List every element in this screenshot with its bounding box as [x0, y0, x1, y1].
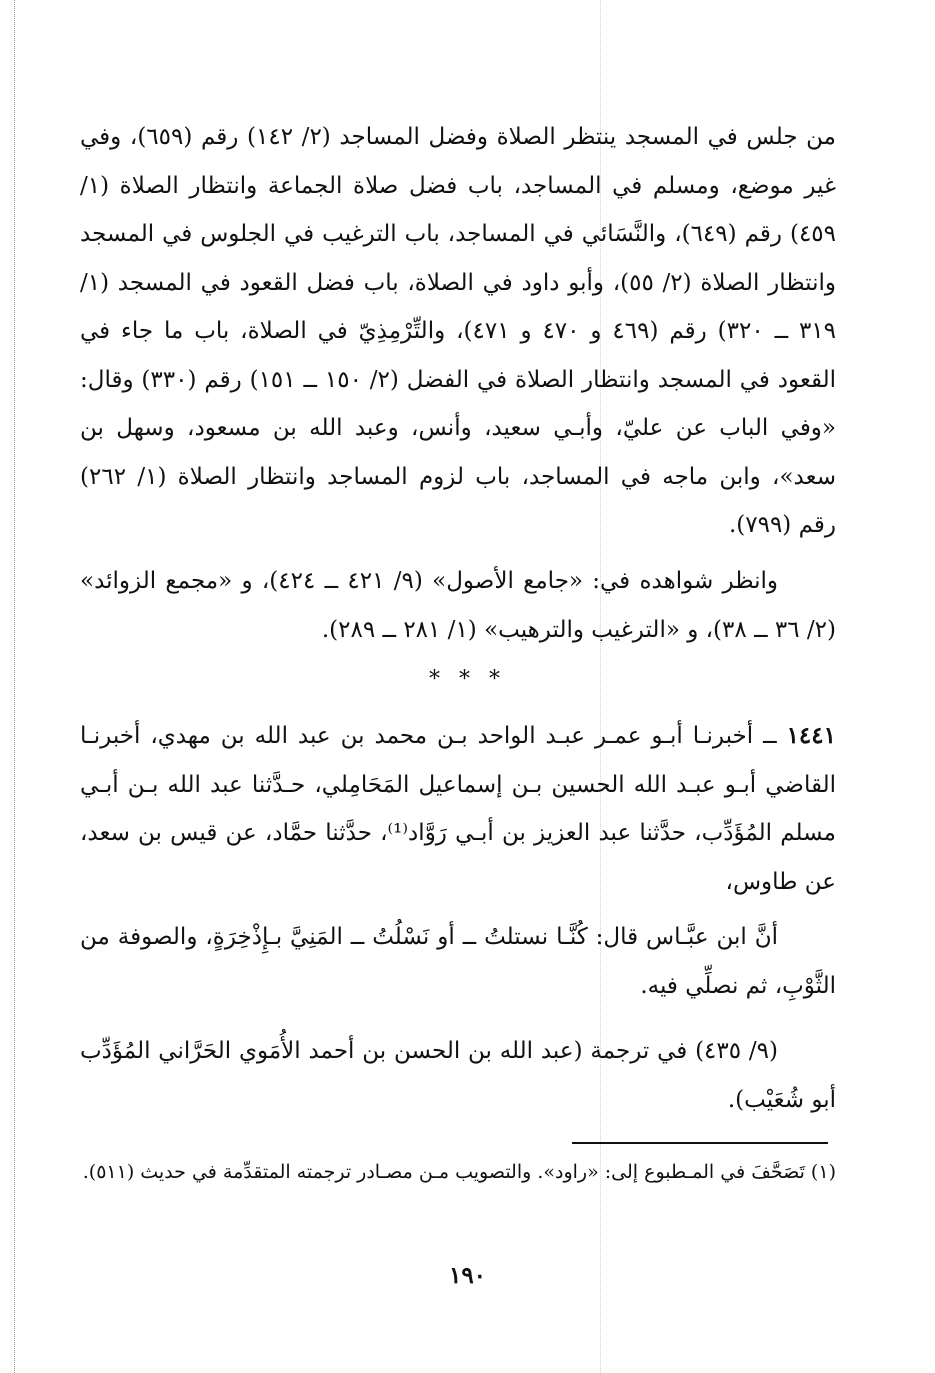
footnote: (١) تَصَحَّفَ في المـطبوع إلى: «راود». والتصويب مـن مصـادر ترجمته المتقدِّمة في حديث (٥١١).	[82, 1161, 836, 1183]
paragraph-matn: أنَّ ابن عبَّـاس قال: كُنَّـا نستلتُ ــ أو نَسْلُتُ ــ المَنِيَّ بـإِذْخِرَةٍ، والصوفة من الثَّوْبِ، ثم نصلِّي فيه.	[80, 924, 836, 999]
paragraph-reference: (٩/ ٤٣٥) في ترجمة (عبد الله بن الحسن بن أحمد الأُمَوي الحَرَّاني المُؤَدِّب أبو شُعَيْب).	[80, 1038, 836, 1113]
isnad-text: ــ أخبرنـا أبـو عمـر عبـد الواحد بـن محمد بن عبد الله بن مهدي، أخبرنـا القاضي أبـو عبـد الله الحسين بـن إسماعيل المَحَامِلي، حـدَّثنا عبد الله بـن أبـي مسلم المُؤَدِّب، حدَّثنا عبد العزيز بن أبـي رَوَّاد⁽¹⁾، حدَّثنا حمَّاد، عن قيس بن سعد، عن طاوس،	[80, 723, 836, 895]
page-number: ١٩٠	[448, 1262, 487, 1289]
section-separator: * * *	[429, 667, 506, 692]
hadith-number: ١٤٤١	[786, 722, 836, 749]
paragraph-shawahid: وانظر شواهده في: «جامع الأصول» (٩/ ٤٢١ ــ ٤٢٤)، و «مجمع الزوائد» (٢/ ٣٦ ــ ٣٨)، و «الترغيب والترهيب» (١/ ٢٨١ ــ ٢٨٩).	[80, 568, 836, 643]
paragraph-isnad	[80, 712, 836, 906]
paragraph-takhrij: من جلس في المسجد ينتظر الصلاة وفضل المساجد (٢/ ١٤٢) رقم (٦٥٩)، وفي غير موضع، ومسلم في المساجد، باب فضل صلاة الجماعة وانتظار الصلاة (١/ ٤٥٩) رقم (٦٤٩)، والنَّسَائي في المساجد، باب الترغيب في الجلوس في المسجد وانتظار الصلاة (٢/ ٥٥)، وأبو داود في الصلاة، باب فضل القعود في المسجد (١/ ٣١٩ ــ ٣٢٠) رقم (٤٦٩ و ٤٧٠ و ٤٧١)، والتِّرْمِذِيّ في الصلاة، باب ما جاء في القعود في المسجد وانتظار الصلاة في الفضل (٢/ ١٥٠ ــ ١٥١) رقم (٣٣٠) وقال: «وفي الباب عن عليّ، وأبـي سعيد، وأنس، وعبد الله بن مسعود، وسهل بن سعد»، وابن ماجه في المساجد، باب لزوم المساجد وانتظار الصلاة (١/ ٢٦٢) رقم (٧٩٩).	[80, 124, 837, 538]
footnote-divider	[572, 1142, 828, 1144]
